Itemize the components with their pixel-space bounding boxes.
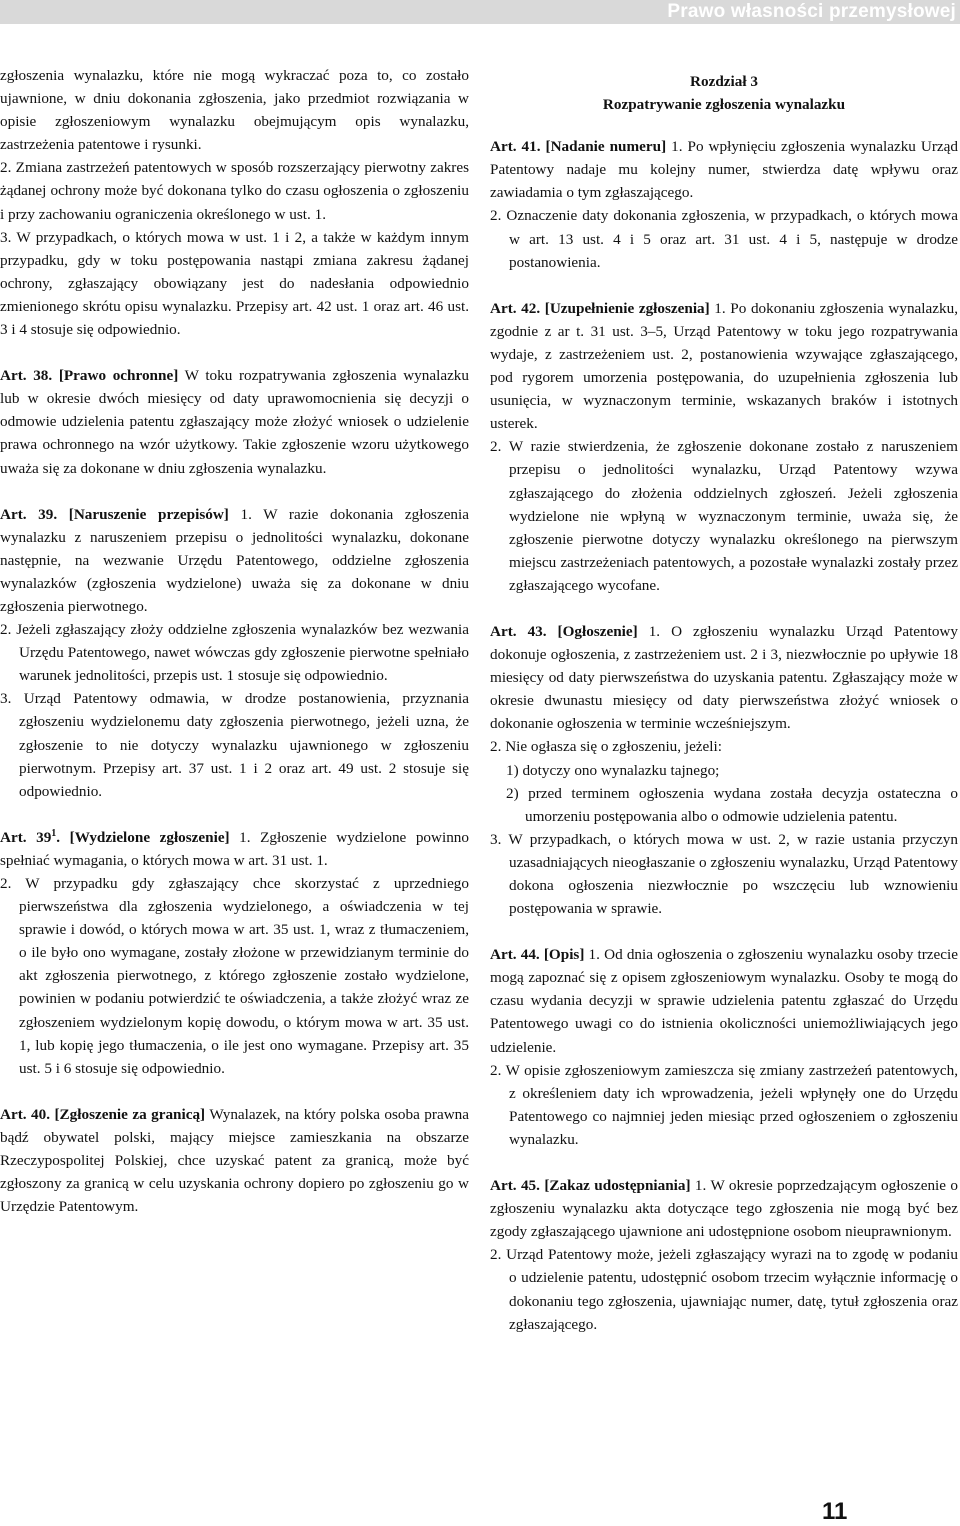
article-43 xyxy=(490,620,958,735)
article-label: Art. 44. [Opis] xyxy=(490,946,585,964)
article-44 xyxy=(490,943,958,1058)
paragraph: 2. W razie stwierdzenia, że zgłoszenie dokonane zostało z naruszeniem przepisu o jednolitości wynalazku, Urząd Patentowy wzywa zgłaszającego do złożenia oddzielnych zgłoszeń. Jeżeli zgłoszenia wydzielone nie wpłyną w wyznaczonym terminie, uważa się, że zgłoszenie pierwotne dotyczy wynalazku określonego na pierwszym miejscu zastrzeżeniach patentowych, a pozostałe wynalazki zostały przez zgłaszającego wycofane. xyxy=(490,438,958,594)
article-label: Art. 43. [Ogłoszenie] xyxy=(490,622,638,640)
running-header-title: Prawo własności przemysłowej xyxy=(667,1,956,22)
paragraph: 3. W przypadkach, o których mowa w ust. 2, w razie ustania przyczyn uzasadniających nieogłaszanie o zgłoszeniu wynalazku, Urząd Patentowy dokona ogłoszenia niezwłocznie po wszczęciu lub wznowieniu postępowania w sprawie. xyxy=(490,830,958,918)
article-38 xyxy=(0,364,469,479)
article-label: Art. $39^1$. [Wydzielone zgłoszenie] xyxy=(0,827,230,846)
article-42 xyxy=(490,297,958,436)
article-label: Art. 39. [Naruszenie przepisów] xyxy=(0,505,229,523)
article-label: Art. 40. [Zgłoszenie za granicą] xyxy=(0,1105,206,1123)
paragraph: 2. Nie ogłasza się o zgłoszeniu, jeżeli: xyxy=(490,738,722,756)
article-text: 1. O zgłoszeniu wynalazku Urząd Patentowy dokonuje ogłoszenia, z zastrzeżeniem ust. 2 i 3, niezwłocznie po upływie 18 miesięcy od daty pierwszeństwa do uzyskania patentu. Zgłaszający może w okresie dwunastu miesięcy od daty pierwszeństwa złożyć wniosek o dokonanie ogłoszenia w terminie wcześniejszym. xyxy=(490,622,958,733)
article-label: Art. 42. [Uzupełnienie zgłoszenia] xyxy=(490,299,710,317)
list-item: 1) dotyczy ono wynalazku tajnego; xyxy=(506,761,720,779)
article-text: Wynalazek, na który polska osoba prawna bądź obywatel polski, mający miejsce zamieszkania na obszarze Rzeczypospolitej Polskiej, chce uzyskać patent za granicą, może być zgłoszony za granicą w celu uzyskania ochrony dopiero po zgłoszeniu go w Urzędzie Patentowym. xyxy=(0,1105,469,1216)
page-number: 11 xyxy=(822,1498,848,1525)
article-text: W toku rozpatrywania zgłoszenia wynalazku lub w okresie dwóch miesięcy od daty uprawomocnienia się decyzji o odmowie udzielenia patentu zgłaszający może złożyć wniosek o udzielenie prawa ochronnego na wzór użytkowy. Takie zgłoszenie wzoru użytkowego uważa się za dokonane w dniu zgłoszenia wynalazku. xyxy=(0,367,469,477)
article-text: 1. W okresie poprzedzającym ogłoszenie o zgłoszeniu wynalazku akta dotyczące tego zgłoszenia nie mogą być bez zgody zgłaszającego ujawnione ani udostępnione osobom nieuprawnionym. xyxy=(490,1177,958,1241)
paragraph: 2. W opisie zgłoszeniowym zamieszcza się zmiany zastrzeżeń patentowych, z określeniem daty ich wprowadzenia, jeżeli wpłynęły one do Urzędu Patentowego co najmniej jeden miesiąc przed ogłoszeniem o zgłoszeniu wynalazku. xyxy=(490,1061,958,1148)
article-text: 1. Od dnia ogłoszenia o zgłoszeniu wynalazku osoby trzecie mogą zapoznać się z opisem zgłoszeniowym wynalazku. Osoby te mogą do czasu wydania decyzji w sprawie udzielenia patentu zgłaszać do Urzędu Patentowego uwagi co do istnienia okoliczności uniemożliwiających jego udzielenie. xyxy=(490,946,958,1056)
article-label: Art. 45. [Zakaz udostępniania] xyxy=(490,1177,691,1195)
chapter-heading: Rozdział 3 Rozpatrywanie zgłoszenia wynalazku xyxy=(602,73,846,114)
article-text: 1. Po dokonaniu zgłoszenia wynalazku, zgodnie z ar t. 31 ust. 3–5, Urząd Patentowy w toku jego rozpatrywania wydaje, z zastrzeżeniem ust. 2, postanowienia wzywające zgłaszającego, pod rygorem umorzenia postępowania, do uzupełnienia zgłoszenia lub usunięcia, w wyznaczonym terminie, wskazanych braków i istotnych usterek. xyxy=(490,299,958,433)
article-text: 1. W razie dokonania zgłoszenia wynalazku z naruszeniem przepisu o jednolitości wynalazku, dokonane następnie, na wezwanie Urzędu Patentowego, oddzielne zgłoszenia wynalazków (zgłoszenia wydzielone) uważa się za dokonane w dniu zgłoszenia pierwotnego. xyxy=(0,505,469,615)
article-45 xyxy=(490,1174,958,1243)
left-column xyxy=(0,64,469,1218)
article-text: 1. Zgłoszenie wydzielone powinno spełniać wymagania, o których mowa w art. 31 ust. 1. xyxy=(0,828,469,869)
article-label: Art. 41. [Nadanie numeru] xyxy=(490,138,667,156)
article-39-1 xyxy=(0,826,469,872)
article-text: 1. Po wpłynięciu zgłoszenia wynalazku Urząd Patentowy nadaje mu kolejny numer, stwierdza datę wpływu oraz zawiadamia o tym zgłaszającego. xyxy=(490,138,958,202)
paragraph: 2. Oznaczenie daty dokonania zgłoszenia, w przypadkach, o których mowa w art. 13 ust. 4 i 5 oraz art. 31 ust. 4 i 5, następuje w drodze postanowienia. xyxy=(490,207,958,271)
article-label: Art. 38. [Prawo ochronne] xyxy=(0,367,179,385)
paragraph: 3. Urząd Patentowy odmawia, w drodze postanowienia, przyznania zgłoszeniu wydzielonemu daty zgłoszenia pierwotnego, jeżeli uzna, że zgłoszenie to nie dotyczy wynalazku ujawnionego w zgłoszeniu pierwotnym. Przepisy art. 37 ust. 1 i 2 oraz art. 49 ust. 2 stosuje się odpowiednio. xyxy=(0,690,469,800)
paragraph: 2. W przypadku gdy zgłaszający chce skorzystać z uprzedniego pierwszeństwa dla zgłoszenia wydzielonego, a oświadczenia w tej sprawie i dowód, o których mowa w art. 35 ust. 1, wraz z tłumaczeniem, o ile było ono wymagane, zostały złożone w przewidzianym terminie do akt zgłoszenia pierwotnego, z którego zgłoszenie zostało wydzielone, powinien w podaniu potwierdzić te oświadczenia, a także złożyć wraz ze zgłoszeniem wydzielonym kopię dowodu, o którym mowa w art. 35 ust. 1, lub kopię jego tłumaczenia, o ile jest ono wymagane. Przepisy art. 35 ust. 5 i 6 stosuje się odpowiednio. xyxy=(0,875,469,1077)
header-bar xyxy=(0,0,960,24)
paragraph: 2. Jeżeli zgłaszający złoży oddzielne zgłoszenia wynalazków bez wezwania Urzędu Patentowego, nawet wówczas gdy zgłoszenie pierwotne spełniało warunek jednolitości, przepis ust. 1 stosuje się odpowiednio. xyxy=(0,621,469,685)
paragraph: 3. W przypadkach, o których mowa w ust. 1 i 2, a także w każdym innym przypadku, gdy w toku postępowania nastąpi zmiana zakresu żądanej ochrony, zgłaszający obowiązany jest do nadesłania odpowiednio zmienionego skrótu opisu wynalazku. Przepisy art. 42 ust. 1 oraz art. 46 ust. 3 i 4 stosuje się odpowiednio. xyxy=(0,228,469,339)
list-item: 2) przed terminem ogłoszenia wydana została decyzja ostateczna o umorzeniu postępowania albo o odmowie udzielenia patentu. xyxy=(506,784,958,825)
paragraph: 2. Zmiana zastrzeżeń patentowych w sposób rozszerzający pierwotny zakres żądanej ochrony może być dokonana tylko do czasu ogłoszenia o zgłoszeniu i przy zachowaniu ograniczenia określonego w ust. 1. xyxy=(0,159,469,223)
article-39 xyxy=(0,503,469,618)
article-41 xyxy=(490,135,958,204)
paragraph: zgłoszenia wynalazku, które nie mogą wykraczać poza to, co zostało ujawnione, w dniu dokonania zgłoszenia, jako przedmiot rozwiązania w opisie zgłoszeniowym wynalazku obejmującym opis wynalazku, zastrzeżenia patentowe i rysunki. xyxy=(0,67,469,154)
article-40 xyxy=(0,1103,469,1218)
right-column xyxy=(490,70,958,1336)
paragraph: 2. Urząd Patentowy może, jeżeli zgłaszający wyrazi na to zgodę w podaniu o udzielenie patentu, udostępnić osobom trzecim wyłącznie informację o dokonaniu tego zgłoszenia, ujawniając numer, datę, tytuł zgłoszenia oraz zgłaszającego. xyxy=(490,1246,958,1333)
